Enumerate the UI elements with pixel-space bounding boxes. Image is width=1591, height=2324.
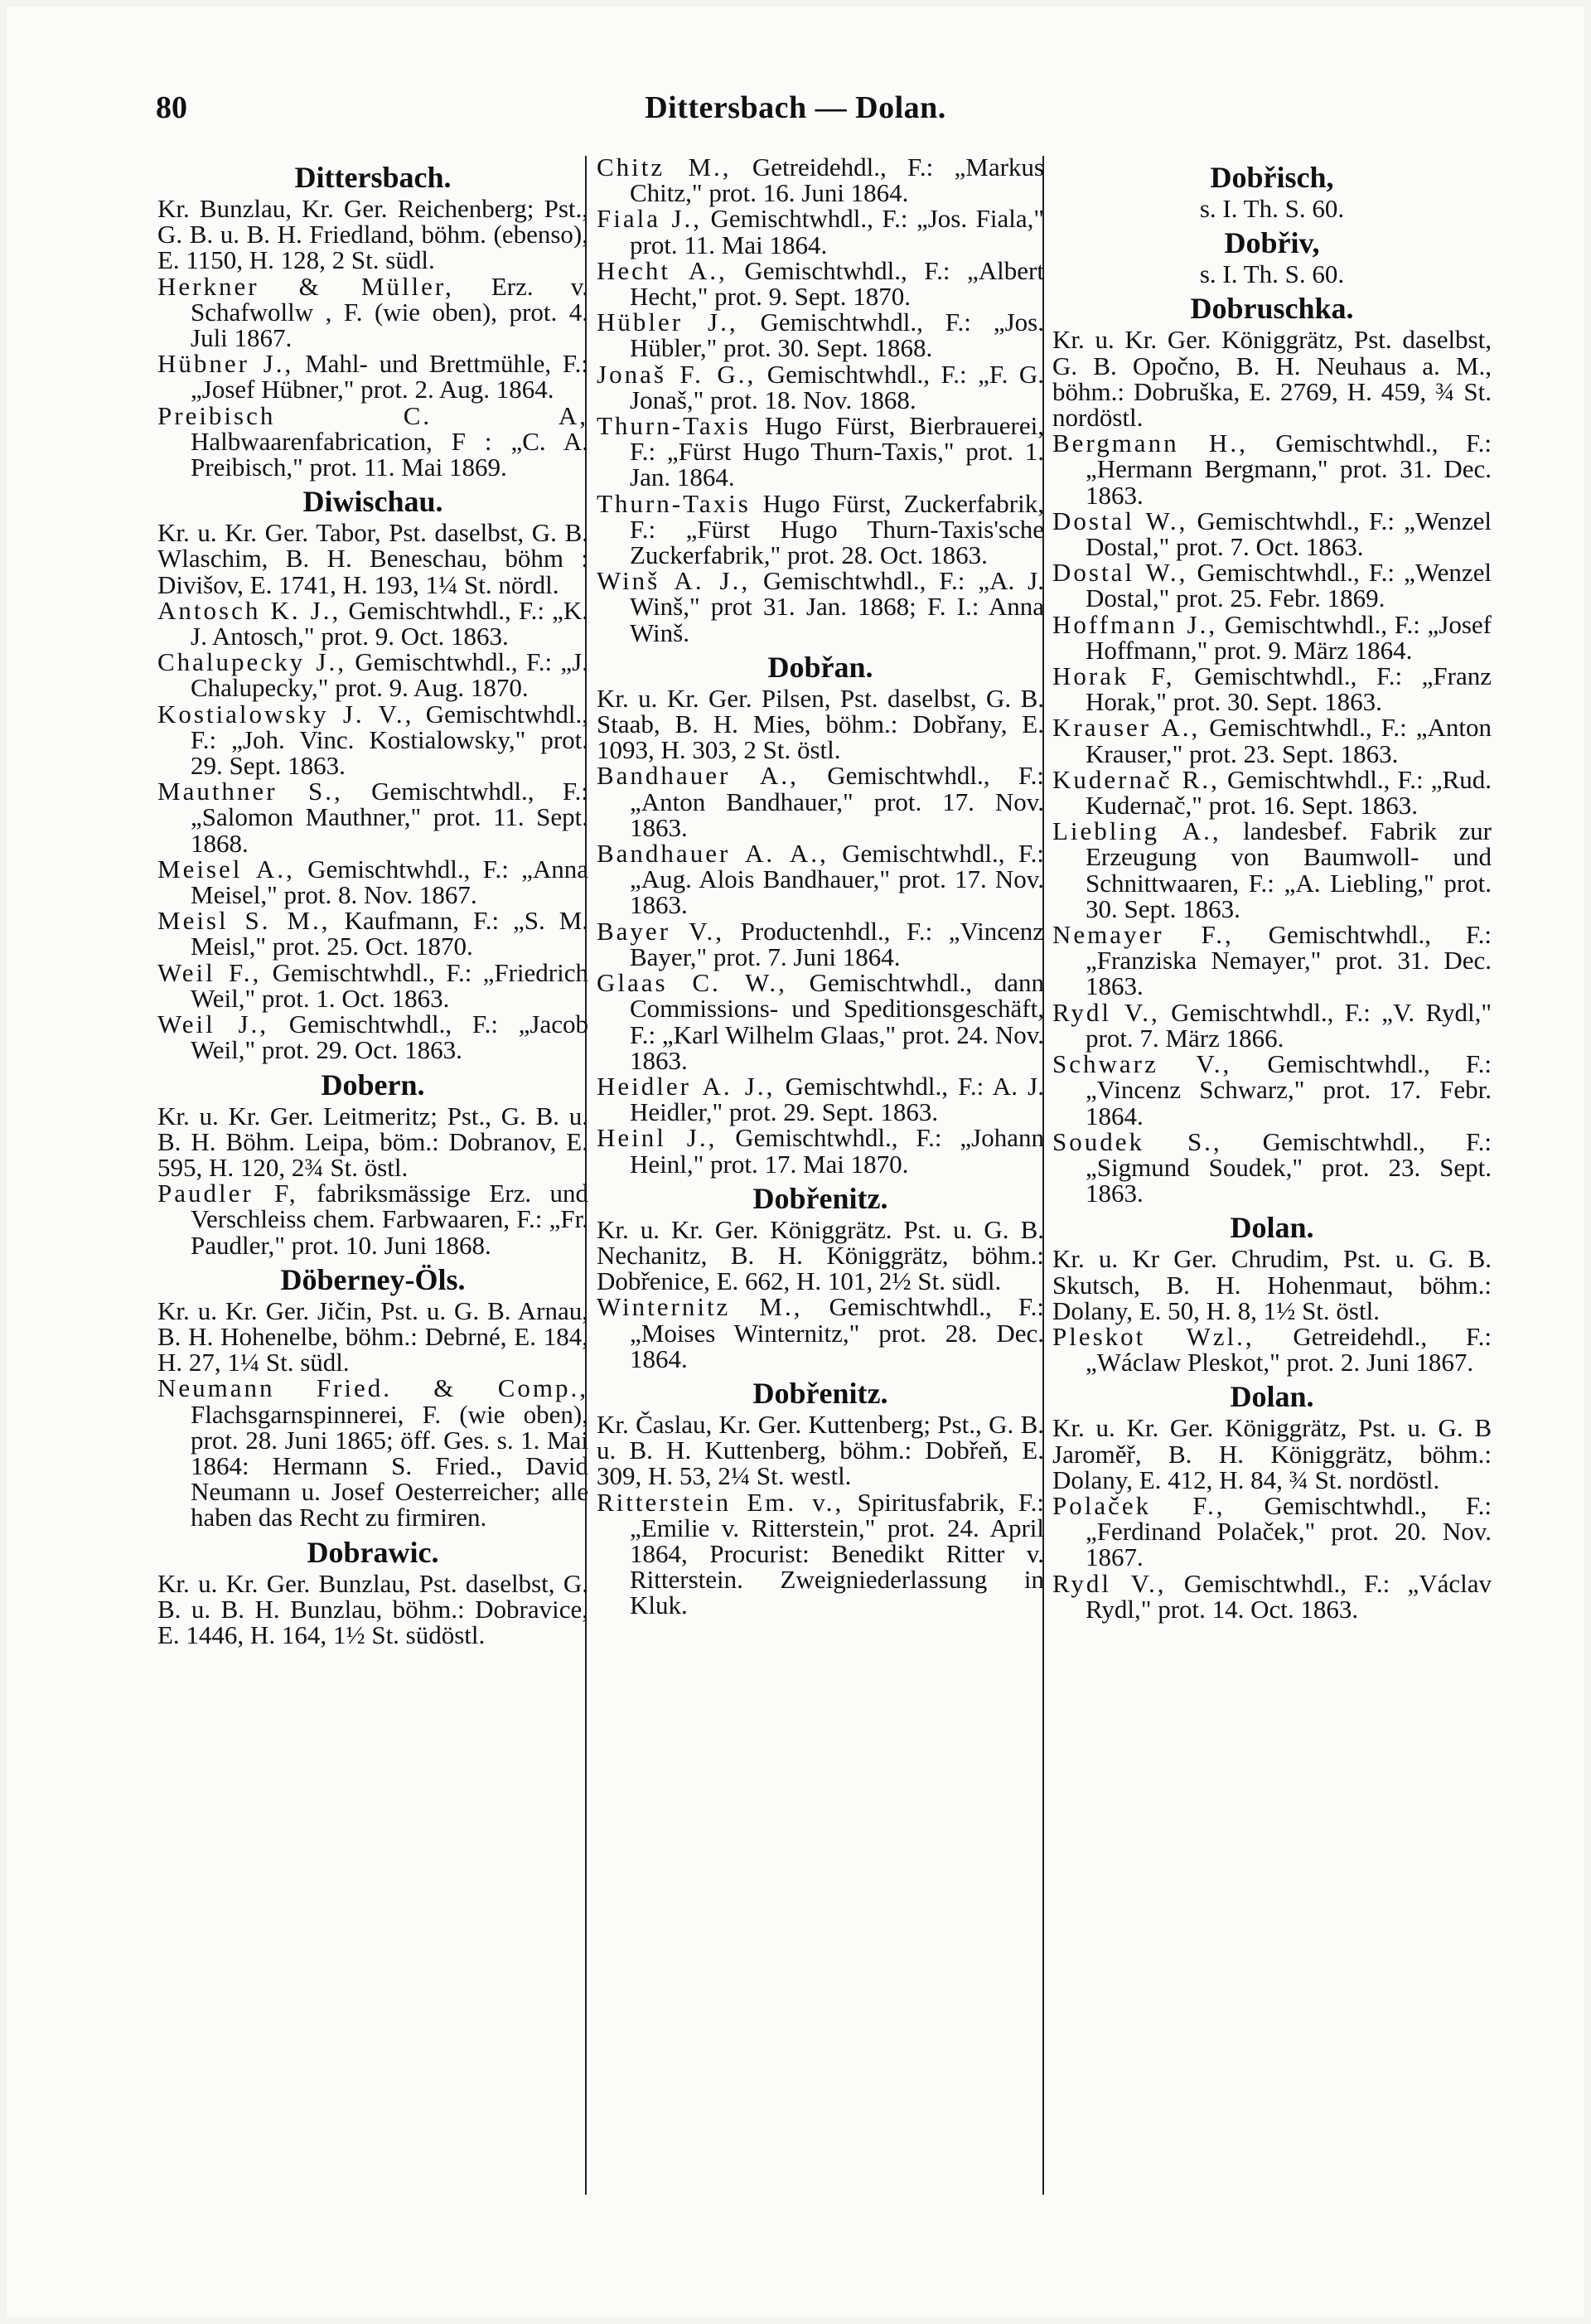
- firm-name: Weil F.,: [157, 957, 262, 987]
- column-1: [157, 154, 588, 1648]
- firm-entry: [597, 1489, 1044, 1619]
- firm-name: Kudernač R.,: [1052, 764, 1220, 794]
- firm-entry: [597, 918, 1044, 970]
- firm-details: Spiritusfabrik, F.: „Emilie v. Ritterstein," prot. 24. April 1864, Procurist: Benedikt Ritter v. Ritterstein. Zweigniederlassung in Kluk.: [630, 1487, 1045, 1620]
- firm-entry: [597, 1123, 1044, 1179]
- firm-details: Gemischtwhdl., F.: „Joh. Vinc. Kostialowsky," prot. 29. Sept. 1863.: [191, 699, 588, 781]
- firm-entry: [157, 778, 588, 856]
- firm-entry: [1052, 764, 1492, 821]
- firm-details: Gemischtwhdl., F.: „Hermann Bergmann," prot. 31. Dec. 1863.: [1086, 428, 1492, 510]
- firm-entry: [157, 400, 588, 482]
- firm-name: Preibisch C. A,: [157, 400, 588, 430]
- firm-entry: [1052, 506, 1492, 562]
- place-description: Kr. u. Kr. Ger. Pilsen, Pst. daselbst, G. B. Staab, B. H. Mies, böhm.: Dobřany, E. 1093, H. 303, 2 St. östl.: [597, 683, 1044, 765]
- firm-details: Gemischtwhdl., F.: „Václav Rydl," prot. 14. Oct. 1863.: [1086, 1568, 1492, 1624]
- firm-entry: [157, 1180, 588, 1258]
- firm-name: Bandhauer A.,: [597, 761, 799, 791]
- firm-entry: [597, 488, 1044, 570]
- firm-name: Polaček F.,: [1052, 1490, 1226, 1520]
- firm-details: Gemischtwhdl., F.: „Sigmund Soudek," prot. 23. Sept. 1863.: [1086, 1126, 1492, 1208]
- firm-name: Thurn-Taxis: [597, 488, 751, 518]
- firm-entry: [157, 957, 588, 1013]
- firm-entry: [597, 309, 1044, 361]
- place-heading: Dolan.: [1230, 1380, 1314, 1414]
- place-heading: Dobřenitz.: [752, 1181, 888, 1215]
- firm-entry: [597, 255, 1044, 312]
- firm-details: Gemischtwhdl., F.: „Franz Horak," prot. 30. Sept. 1863.: [1086, 661, 1492, 717]
- firm-name: Bergmann H.,: [1052, 428, 1248, 458]
- firm-entry: [1052, 1321, 1492, 1377]
- firm-name: Kostialowsky J. V.,: [157, 699, 414, 729]
- firm-name: Rydl V.,: [1052, 1568, 1167, 1598]
- firm-entry: [1052, 714, 1492, 766]
- firm-details: Gemischtwhdl., F.: „Ferdinand Polaček," prot. 20. Nov. 1867.: [1086, 1490, 1492, 1572]
- firm-entry: [157, 1375, 588, 1530]
- firm-details: Flachsgarnspinnerei, F. (wie oben), prot. 28. Juni 1865; öff. Ges. s. 1. Mai 1864: Hermann S. Fried., David Neumann u. Josef Oesterreicher; alle haben das Recht zu firmiren.: [191, 1399, 588, 1532]
- firm-details: Hugo Fürst, Bierbrauerei, F.: „Fürst Hugo Thurn-Taxis," prot. 1. Jan. 1864.: [630, 411, 1044, 492]
- firm-entry: [597, 206, 1044, 257]
- place-description: Kr. Časlau, Kr. Ger. Kuttenberg; Pst., G. B. u. B. H. Kuttenberg, böhm.: Dobřeň, E. 309, H. 53, 2¼ St. westl.: [597, 1409, 1044, 1491]
- firm-entry: [157, 1011, 588, 1063]
- firm-name: Antosch K. J.,: [157, 595, 341, 625]
- place-heading: Dobřiv,: [1224, 226, 1320, 260]
- cross-reference: s. I. Th. S. 60.: [1199, 259, 1345, 289]
- firm-details: Kaufmann, F.: „S. M. Meisl," prot. 25. Oct. 1870.: [191, 906, 589, 961]
- place-heading: Dolan.: [1230, 1211, 1314, 1245]
- firm-details: Gemischtwhdl., F.: „V. Rydl," prot. 7. März 1866.: [1086, 997, 1492, 1053]
- firm-name: Hübler J.,: [597, 307, 738, 337]
- firm-details: Getreidehdl., F.: „Wáclaw Pleskot," prot. 2. Juni 1867.: [1086, 1321, 1492, 1377]
- firm-entry: [1052, 1051, 1492, 1129]
- firm-entry: [157, 595, 588, 651]
- firm-name: Pleskot Wzl.,: [1052, 1321, 1255, 1351]
- firm-details: Gemischtwhdl., dann Commissions- und Speditionsgeschäft, F.: „Karl Wilhelm Glaas," prot. 24. Nov. 1863.: [630, 968, 1044, 1075]
- column-2: [597, 154, 1044, 1619]
- place-description: Kr. u. Kr. Ger. Leitmeritz; Pst., G. B. u. B. H. Böhm. Leipa, böm.: Dobranov, E. 595, H. 120, 2¾ St. östl.: [157, 1101, 588, 1182]
- firm-name: Paudler F,: [157, 1179, 298, 1208]
- firm-details: Gemischtwhdl., F.: „Anton Bandhauer," prot. 17. Nov. 1863.: [630, 761, 1044, 842]
- firm-name: Krauser A.,: [1052, 713, 1201, 743]
- firm-details: Gemischtwhdl., F.: „Friedrich Weil," prot. 1. Oct. 1863.: [191, 957, 588, 1013]
- firm-entry: [157, 908, 588, 959]
- firm-name: Meisl S. M.,: [157, 906, 331, 936]
- firm-details: Gemischtwhdl., F.: „F. G. Jonaš," prot. 18. Nov. 1868.: [630, 359, 1044, 414]
- firm-name: Glaas C. W.,: [597, 968, 787, 998]
- firm-name: Meisel A.,: [157, 854, 295, 884]
- place-description: Kr. u. Kr. Ger. Königgrätz. Pst. u. G. B. Nechanitz, B. H. Königgrätz, böhm.: Dobřenice, E. 662, H. 101, 2½ St. südl.: [597, 1214, 1044, 1296]
- firm-details: Gemischtwhdl., F.: „Albert Hecht," prot. 9. Sept. 1870.: [630, 255, 1044, 312]
- firm-name: Rydl V.,: [1052, 997, 1160, 1027]
- firm-entry: [1052, 1126, 1492, 1208]
- firm-name: Heidler A. J.,: [597, 1071, 776, 1101]
- place-heading: Dobřan.: [767, 650, 873, 684]
- firm-entry: [157, 351, 588, 402]
- firm-details: Gemischtwhdl., F.: „Jos. Hübler," prot. 30. Sept. 1868.: [630, 307, 1044, 363]
- firm-name: Chitz M.,: [597, 153, 732, 182]
- firm-entry: [1052, 997, 1492, 1053]
- firm-entry: [157, 647, 588, 703]
- firm-entry: [1052, 922, 1492, 1000]
- firm-entry: [1052, 661, 1492, 717]
- firm-name: Bayer V.,: [597, 916, 724, 946]
- firm-entry: [1052, 1568, 1492, 1624]
- firm-name: Soudek S.,: [1052, 1126, 1222, 1156]
- firm-details: Gemischtwhdl., F.: „Aug. Alois Bandhauer," prot. 17. Nov. 1863.: [630, 839, 1044, 920]
- place-heading: Dobřisch,: [1210, 161, 1334, 194]
- firm-details: Gemischtwhdl., F.: „Anna Meisel," prot. 8. Nov. 1867.: [191, 854, 588, 910]
- firm-details: Erz. v. Schafwollw , F. (wie oben), prot. 4. Juli 1867.: [191, 271, 588, 353]
- firm-name: Bandhauer A. A.,: [597, 839, 829, 869]
- firm-entry: [597, 1294, 1044, 1372]
- firm-name: Liebling A.,: [1052, 816, 1221, 846]
- firm-details: Gemischtwhdl., F.: „J. Chalupecky," prot. 9. Aug. 1870.: [191, 647, 588, 703]
- page-number: 80: [156, 90, 187, 125]
- firm-details: Gemischtwhdl., F.: „Jos. Fiala," prot. 11. Mai 1864.: [630, 204, 1044, 259]
- firm-name: Herkner & Müller,: [157, 271, 454, 301]
- firm-details: Mahl- und Brettmühle, F.: „Josef Hübner," prot. 2. Aug. 1864.: [191, 349, 588, 404]
- firm-entry: [1052, 818, 1492, 922]
- firm-name: Thurn-Taxis: [597, 411, 751, 441]
- place-heading: Dobern.: [321, 1068, 425, 1101]
- firm-entry: [597, 970, 1044, 1073]
- firm-entry: [157, 271, 588, 353]
- firm-name: Schwarz V.,: [1052, 1049, 1232, 1079]
- firm-entry: [1052, 1490, 1492, 1572]
- place-heading: Dobruschka.: [1190, 292, 1354, 326]
- firm-name: Dostal W.,: [1052, 558, 1188, 588]
- firm-name: Fiala J.,: [597, 204, 703, 234]
- firm-entry: [597, 361, 1044, 413]
- cross-reference: s. I. Th. S. 60.: [1199, 194, 1345, 223]
- firm-name: Jonaš F. G.,: [597, 359, 757, 389]
- firm-details: Halbwaarenfabrication, F : „C. A. Preibisch," prot. 11. Mai 1869.: [191, 426, 588, 482]
- place-description: Kr. u. Kr. Ger. Königgrätz, Pst. daselbst, G. B. Opočno, B. H. Neuhaus a. M., böhm.: Dobruška, E. 2769, H. 459, ¾ St. nordöstl.: [1052, 325, 1492, 433]
- firm-entry: [1052, 430, 1492, 508]
- place-heading: Döberney-Öls.: [280, 1262, 466, 1296]
- firm-name: Mauthner S.,: [157, 777, 343, 806]
- firm-name: Winternitz M.,: [597, 1292, 803, 1322]
- firm-details: Gemischtwhdl., F.: A. J. Heidler," prot. 29. Sept. 1863.: [630, 1071, 1044, 1127]
- firm-details: Getreidehdl., F.: „Markus Chitz," prot. 16. Juni 1864.: [630, 153, 1044, 208]
- firm-details: Gemischtwhdl., F.: „Josef Hoffmann," prot. 9. März 1864.: [1086, 609, 1492, 665]
- firm-entry: [157, 701, 588, 779]
- firm-name: Heinl J.,: [597, 1123, 718, 1153]
- firm-details: Gemischtwhdl., F.: „Vincenz Schwarz," prot. 17. Febr. 1864.: [1086, 1049, 1492, 1131]
- firm-name: Winš A. J.,: [597, 566, 751, 596]
- place-description: Kr. u. Kr. Ger. Königgrätz, Pst. u. G. B Jaroměř, B. H. Königgrätz, böhm.: Dolany, E. 412, H. 84, ¾ St. nordöstl.: [1052, 1413, 1492, 1494]
- firm-entry: [597, 1073, 1044, 1125]
- firm-details: Gemischtwhdl., F.: „Jacob Weil," prot. 29. Oct. 1863.: [191, 1009, 589, 1065]
- firm-name: Chalupecky J.,: [157, 647, 346, 677]
- firm-details: Gemischtwhdl., F.: „A. J. Winš," prot 31. Jan. 1868; F. I.: Anna Winš.: [630, 566, 1044, 647]
- place-description: Kr. Bunzlau, Kr. Ger. Reichenberg; Pst., G. B. u. B. H. Friedland, böhm. (ebenso), E. 1150, H. 128, 2 St. südl.: [157, 194, 588, 275]
- place-heading: Diwischau.: [302, 485, 443, 519]
- firm-name: Ritterstein Em. v.,: [597, 1487, 844, 1517]
- firm-details: Gemischtwhdl., F.: „Moises Winternitz," prot. 28. Dec. 1864.: [630, 1292, 1044, 1373]
- firm-entry: [157, 856, 588, 908]
- place-description: Kr. u. Kr. Ger. Jičin, Pst. u. G. B. Arnau, B. H. Hohenelbe, böhm.: Debrné, E. 184, H. 27, 1¼ St. südl.: [157, 1295, 588, 1377]
- firm-entry: [597, 568, 1044, 646]
- firm-name: Hoffmann J.,: [1052, 609, 1218, 639]
- firm-details: Gemischtwhdl., F.: „Wenzel Dostal," prot. 7. Oct. 1863.: [1086, 506, 1492, 562]
- firm-entry: [597, 413, 1044, 491]
- firm-entry: [1052, 609, 1492, 665]
- firm-details: Productenhdl., F.: „Vincenz Bayer," prot. 7. Juni 1864.: [630, 916, 1044, 971]
- page: [7, 7, 1584, 2317]
- firm-name: Nemayer F.,: [1052, 920, 1234, 950]
- place-heading: Dobřenitz.: [752, 1376, 888, 1410]
- place-description: Kr. u. Kr. Ger. Tabor, Pst. daselbst, G. B. Wlaschim, B. H. Beneschau, böhm : Divišov, E. 1741, H. 193, 1¼ St. nördl.: [157, 518, 588, 599]
- place-heading: Dittersbach.: [294, 161, 452, 194]
- firm-entry: [1052, 559, 1492, 611]
- firm-entry: [597, 763, 1044, 840]
- firm-name: Hecht A.,: [597, 255, 728, 285]
- firm-name: Hübner J.,: [157, 349, 294, 379]
- running-title: Dittersbach — Dolan.: [645, 90, 946, 125]
- place-description: Kr. u. Kr Ger. Chrudim, Pst. u. G. B. Skutsch, B. H. Hohenmaut, böhm.: Dolany, E. 50, H. 8, 1½ St. östl.: [1052, 1244, 1492, 1325]
- firm-entry: [597, 840, 1044, 918]
- firm-details: fabriksmässige Erz. und Verschleiss chem. Farbwaaren, F.: „Fr. Paudler," prot. 10. Juni 1868.: [191, 1179, 588, 1260]
- firm-details: Gemischtwhdl., F.: „Johann Heinl," prot. 17. Mai 1870.: [630, 1123, 1044, 1179]
- firm-details: Gemischtwhdl., F.: „Salomon Mauthner," prot. 11. Sept. 1868.: [191, 777, 588, 858]
- place-heading: Dobrawic.: [307, 1535, 439, 1569]
- firm-name: Weil J.,: [157, 1009, 269, 1039]
- firm-details: Hugo Fürst, Zuckerfabrik, F.: „Fürst Hugo Thurn-Taxis'sche Zuckerfabrik," prot. 28. Oct. 1863.: [630, 488, 1044, 570]
- firm-details: landesbef. Fabrik zur Erzeugung von Baumwoll- und Schnittwaaren, F.: „A. Liebling," prot. 30. Sept. 1863.: [1086, 816, 1492, 923]
- place-description: Kr. u. Kr. Ger. Bunzlau, Pst. daselbst, G. B. u. B. H. Bunzlau, böhm.: Dobravice, E. 1446, H. 164, 1½ St. südöstl.: [157, 1568, 588, 1649]
- firm-entry: [597, 154, 1044, 206]
- firm-name: Horak F,: [1052, 661, 1175, 691]
- firm-details: Gemischtwhdl., F.: „Wenzel Dostal," prot. 25. Febr. 1869.: [1086, 558, 1492, 613]
- column-3: [1052, 154, 1492, 1622]
- firm-name: Neumann Fried. & Comp.,: [157, 1373, 588, 1403]
- firm-details: Gemischtwhdl., F.: „Rud. Kudernač," prot. 16. Sept. 1863.: [1086, 764, 1492, 821]
- firm-details: Gemischtwhdl., F.: „Franziska Nemayer," prot. 31. Dec. 1863.: [1086, 920, 1492, 1001]
- firm-details: Gemischtwhdl., F.: „Anton Krauser," prot. 23. Sept. 1863.: [1086, 713, 1492, 768]
- firm-details: Gemischtwhdl., F.: „K. J. Antosch," prot. 9. Oct. 1863.: [191, 595, 588, 651]
- firm-name: Dostal W.,: [1052, 506, 1188, 535]
